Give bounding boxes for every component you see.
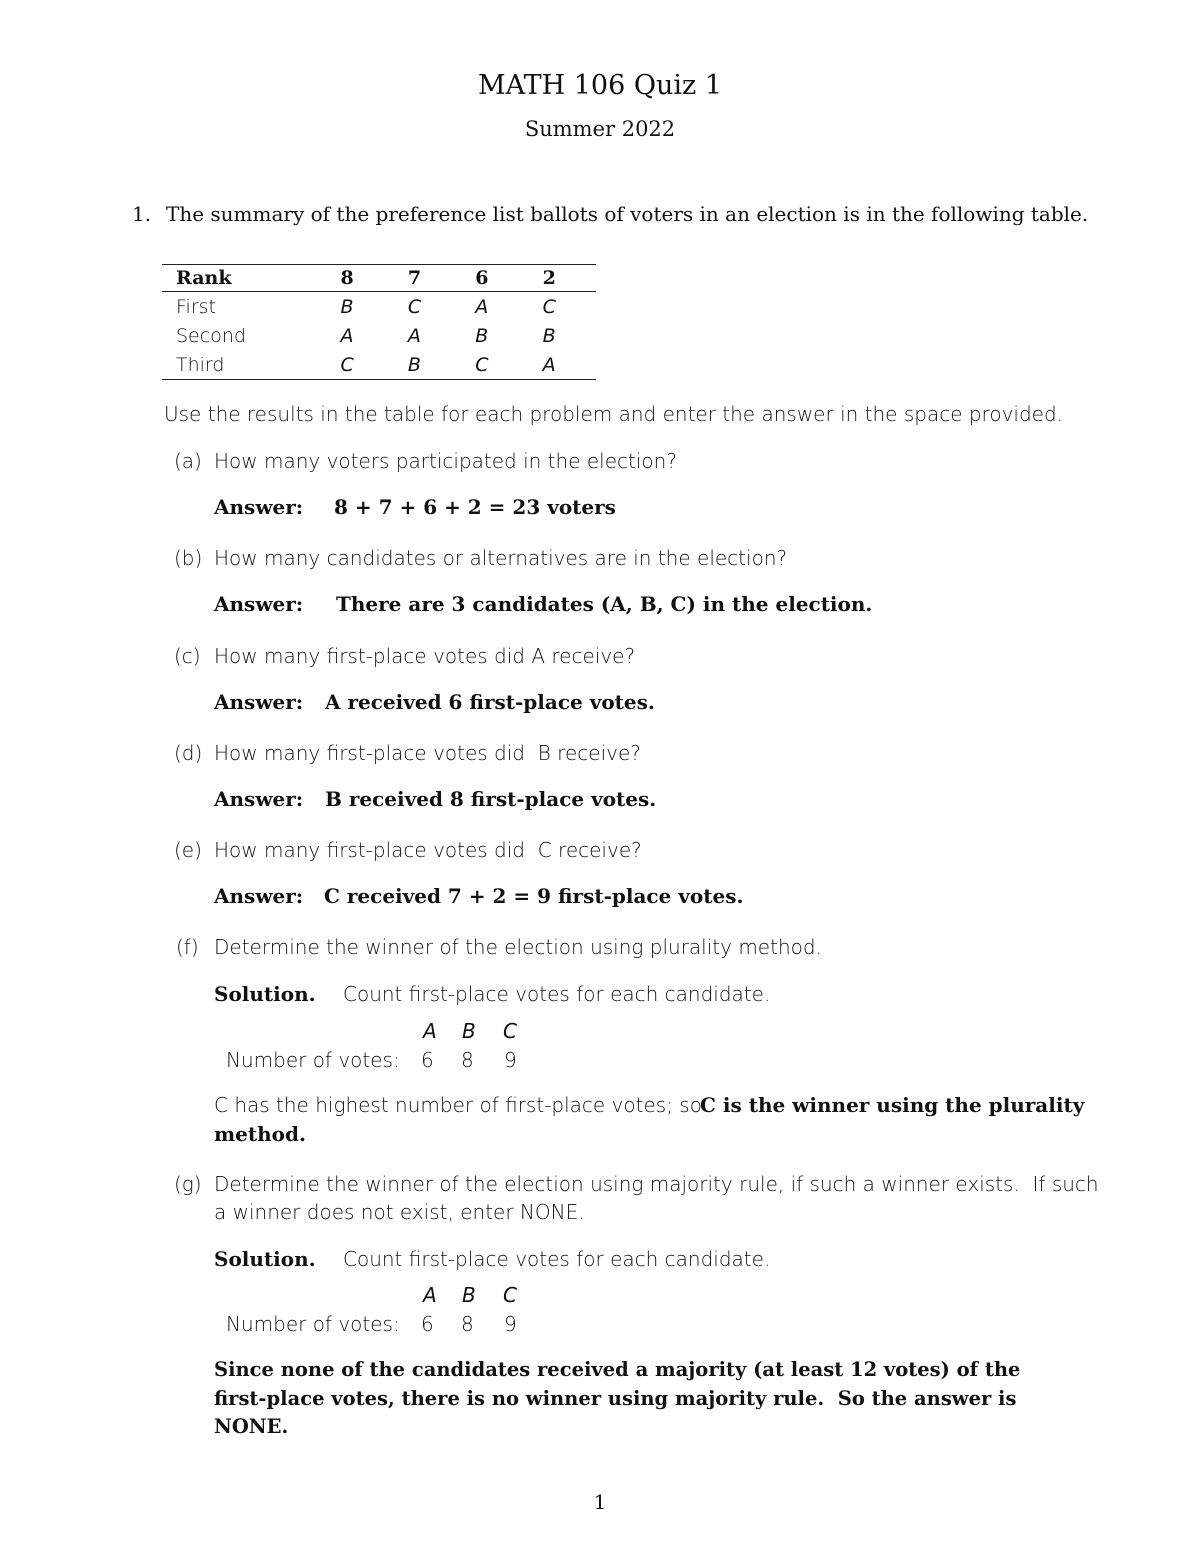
table-cell: C: [340, 354, 354, 376]
part-d-question: How many first-place votes did B receive?: [214, 741, 641, 765]
part-f-conclusion-bold-2: method.: [214, 1122, 306, 1146]
part-a-answer: 8 + 7 + 6 + 2 = 23 voters: [334, 495, 616, 519]
part-b-question: How many candidates or alternatives are in the election?: [214, 546, 788, 570]
part-d-answer: B received 8 first-place votes.: [325, 787, 657, 811]
part-g-candidate-a: A: [423, 1283, 437, 1307]
table-cell: C: [407, 296, 422, 318]
part-e-answer-label: Answer:: [214, 884, 304, 908]
table-row: [162, 321, 596, 350]
part-f-solution-text: Count first-place votes for each candidate.: [343, 982, 771, 1006]
table-header-row: [162, 265, 596, 292]
part-e-answer: C received 7 + 2 = 9 first-place votes.: [324, 884, 744, 908]
part-g-conclusion-2: first-place votes, there is no winner using majority rule. So the answer is: [214, 1387, 1017, 1410]
part-g-question-2: a winner does not exist, enter NONE.: [214, 1200, 585, 1224]
part-b-label: (b): [174, 546, 203, 570]
table-cell: Second: [176, 325, 246, 347]
table-cell: First: [176, 296, 216, 318]
table-cell: B: [475, 325, 489, 347]
part-g-candidate-b: B: [462, 1283, 476, 1307]
table-cell: Third: [176, 354, 225, 376]
table-row: [162, 292, 596, 322]
part-g-question-1: Determine the winner of the election using majority rule, if such a winner exists. If such: [214, 1172, 1099, 1196]
part-f-label: (f): [176, 935, 199, 959]
part-f-count-a: 6: [421, 1048, 434, 1072]
part-g-label: (g): [174, 1172, 202, 1196]
ballot-table: [162, 264, 596, 380]
part-g-count-a: 6: [421, 1312, 434, 1336]
part-g-solution-label: Solution.: [214, 1247, 316, 1271]
part-b-answer-label: Answer:: [214, 592, 304, 616]
part-a-label: (a): [174, 449, 202, 473]
table-row: [162, 350, 596, 380]
part-c-answer: A received 6 first-place votes.: [325, 690, 655, 714]
table-cell: B: [407, 354, 421, 376]
table-header: 6: [461, 265, 528, 292]
table-cell: A: [475, 296, 489, 318]
table-cell: A: [340, 325, 354, 347]
part-c-question: How many first-place votes did A receive?: [214, 644, 636, 668]
part-d-answer-label: Answer:: [214, 787, 304, 811]
table-cell: B: [340, 296, 354, 318]
part-c-label: (c): [174, 644, 201, 668]
page-number: 1: [593, 1490, 607, 1514]
part-f-question: Determine the winner of the election using plurality method.: [214, 935, 822, 959]
part-a-question: How many voters participated in the election?: [214, 449, 677, 473]
part-g-candidate-c: C: [503, 1283, 517, 1307]
table-header: 7: [394, 265, 461, 292]
part-f-candidate-a: A: [423, 1019, 437, 1043]
table-header: Rank: [162, 265, 327, 292]
part-f-count-label: Number of votes:: [226, 1048, 400, 1072]
part-g-solution-text: Count first-place votes for each candidate.: [343, 1247, 771, 1271]
table-cell: A: [407, 325, 421, 347]
table-header: 8: [327, 265, 394, 292]
part-f-solution-label: Solution.: [214, 982, 316, 1006]
part-d-label: (d): [174, 741, 203, 765]
page-title: MATH 106 Quiz 1: [477, 70, 723, 101]
table-header: 2: [529, 265, 596, 292]
part-f-candidate-c: C: [503, 1019, 517, 1043]
part-f-candidate-b: B: [462, 1019, 476, 1043]
part-e-question: How many first-place votes did C receive?: [214, 838, 642, 862]
part-e-label: (e): [174, 838, 202, 862]
part-g-conclusion-1: Since none of the candidates received a majority (at least 12 votes) of the: [214, 1358, 1021, 1381]
table-cell: B: [542, 325, 556, 347]
part-g-count-label: Number of votes:: [226, 1312, 400, 1336]
table-cell: C: [475, 354, 489, 376]
part-f-conclusion: C has the highest number of first-place votes; so: [214, 1093, 702, 1117]
part-b-answer: There are 3 candidates (A, B, C) in the election.: [336, 592, 873, 616]
problem-number: 1.: [132, 202, 152, 226]
part-f-count-c: 9: [504, 1048, 517, 1072]
part-c-answer-label: Answer:: [214, 690, 304, 714]
page-subtitle: Summer 2022: [524, 117, 676, 141]
part-a-answer-label: Answer:: [214, 495, 304, 519]
part-g-count-c: 9: [504, 1312, 517, 1336]
part-g-conclusion-3: NONE.: [214, 1415, 289, 1438]
problem-intro: The summary of the preference list ballots of voters in an election is in the following table.: [166, 202, 1089, 226]
part-f-conclusion-bold: C is the winner using the plurality: [700, 1093, 1085, 1117]
instruction-text: Use the results in the table for each problem and enter the answer in the space provided.: [164, 402, 1064, 426]
table-cell: A: [542, 354, 556, 376]
table-cell: C: [542, 296, 556, 318]
part-g-count-b: 8: [461, 1312, 474, 1336]
part-f-count-b: 8: [461, 1048, 474, 1072]
